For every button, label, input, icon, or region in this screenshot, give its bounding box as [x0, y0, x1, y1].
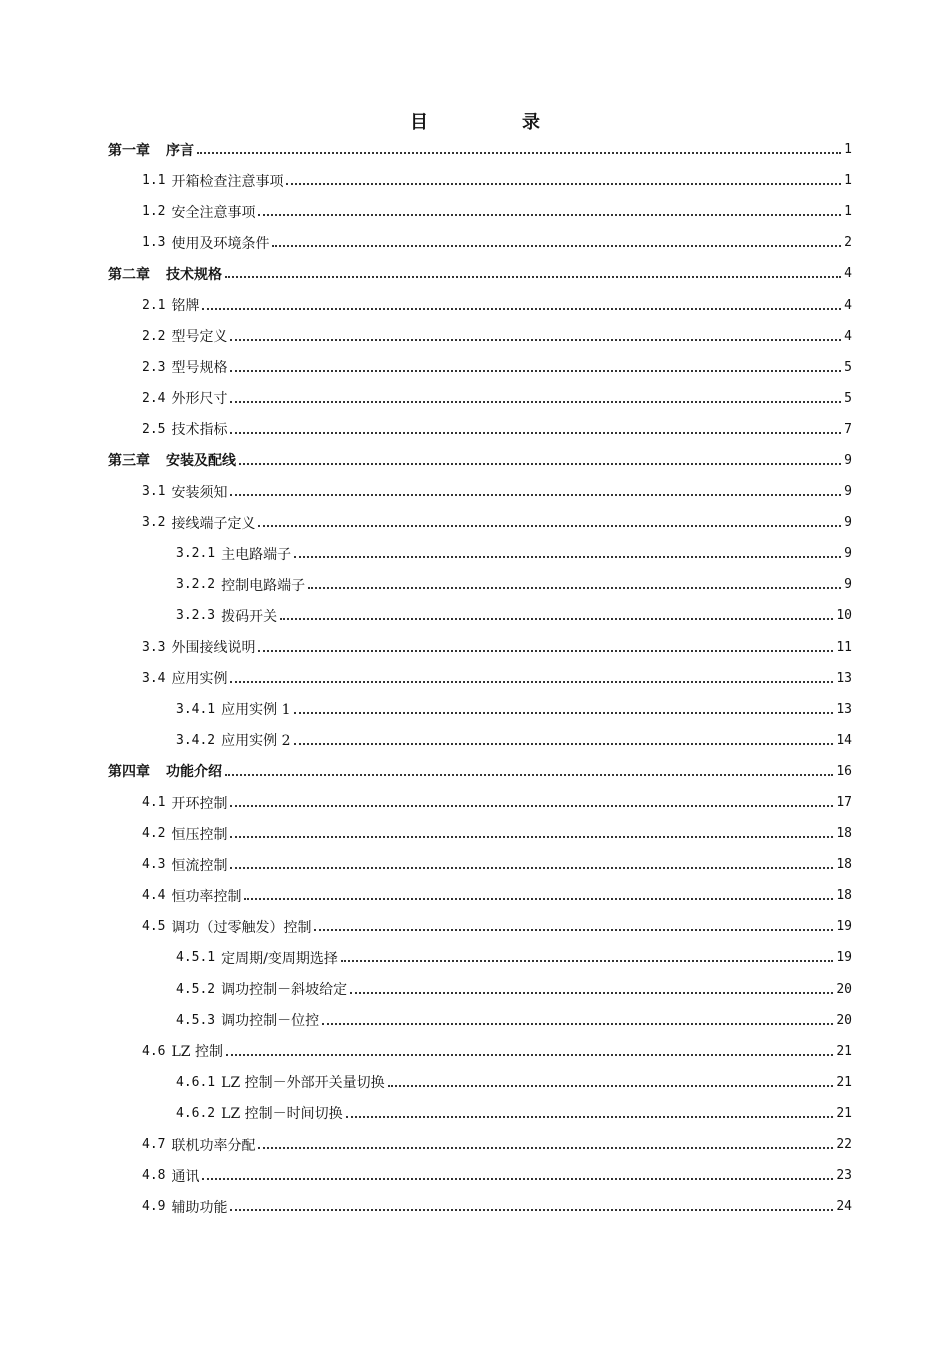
toc-entry-page-number: 20: [836, 1012, 852, 1028]
toc-entry-page-number: 9: [844, 577, 852, 593]
toc-entry-text: 调功控制－位控: [221, 1013, 320, 1030]
toc-entry-page-number: 4: [844, 297, 852, 313]
toc-entry-text: 调功（过零触发）控制: [171, 919, 312, 936]
toc-dot-leader: [230, 835, 833, 838]
toc-entry-label: [142, 1135, 255, 1155]
toc-entry-text: 功能介绍: [166, 764, 222, 781]
toc-entry-label: [176, 1072, 385, 1092]
toc-entry-text: 恒功率控制: [171, 888, 242, 905]
toc-entry-text: 恒流控制: [171, 857, 228, 874]
toc-entry-page-number: 13: [836, 670, 852, 686]
toc-dot-leader: [294, 711, 834, 714]
toc-entry-text: LZ 控制: [171, 1044, 223, 1061]
toc-section-entry[interactable]: [108, 476, 852, 507]
toc-subsection-entry[interactable]: [108, 1067, 852, 1098]
toc-subsection-entry[interactable]: [108, 1005, 852, 1036]
toc-entry-text: 型号定义: [171, 329, 228, 346]
toc-entry-number: 4.5.1: [176, 950, 216, 966]
toc-entry-label: [108, 140, 194, 160]
toc-entry-page-number: 4: [844, 266, 852, 282]
toc-section-entry[interactable]: [108, 663, 852, 694]
toc-dot-leader: [280, 617, 833, 620]
toc-entry-number: 4.2: [142, 826, 166, 842]
toc-entry-label: [142, 793, 227, 813]
toc-entry-label: [142, 1166, 199, 1186]
toc-entry-label: [176, 1010, 319, 1030]
toc-dot-leader: [388, 1084, 834, 1087]
toc-entry-number: 3.4.1: [176, 701, 216, 717]
toc-section-entry[interactable]: [108, 227, 852, 258]
toc-entry-page-number: 1: [844, 173, 852, 189]
toc-dot-leader: [225, 275, 841, 278]
toc-entry-number: 2.4: [142, 390, 166, 406]
toc-entry-label: [142, 202, 255, 222]
toc-entry-text: 调功控制－斜坡给定: [221, 982, 348, 999]
toc-subsection-entry[interactable]: [108, 538, 852, 569]
toc-entry-number: 2.1: [142, 297, 166, 313]
toc-section-entry[interactable]: [108, 507, 852, 538]
toc-dot-leader: [308, 586, 841, 589]
toc-dot-leader: [322, 1022, 833, 1025]
toc-dot-leader: [350, 991, 833, 994]
toc-entry-number: 4.8: [142, 1168, 166, 1184]
toc-entry-label: [142, 357, 227, 377]
toc-dot-leader: [314, 928, 833, 931]
toc-entry-number: 第三章: [108, 453, 150, 470]
toc-entry-text: 应用实例 2: [221, 733, 291, 750]
toc-dot-leader: [197, 151, 841, 154]
toc-dot-leader: [244, 897, 833, 900]
toc-entry-number: 2.3: [142, 359, 166, 375]
toc-entry-label: [142, 917, 311, 937]
toc-subsection-entry[interactable]: [108, 725, 852, 756]
toc-dot-leader: [230, 866, 833, 869]
toc-dot-leader: [258, 213, 841, 216]
toc-entry-page-number: 9: [844, 484, 852, 500]
toc-list: [108, 134, 852, 1222]
toc-entry-text: 技术规格: [166, 266, 222, 283]
toc-entry-text: 应用实例 1: [221, 702, 291, 719]
toc-subsection-entry[interactable]: [108, 942, 852, 973]
toc-section-entry[interactable]: [108, 632, 852, 663]
toc-entry-text: 开箱检查注意事项: [171, 173, 284, 190]
toc-entry-number: 第二章: [108, 266, 150, 283]
toc-section-entry[interactable]: [108, 818, 852, 849]
toc-entry-page-number: 4: [844, 328, 852, 344]
toc-section-entry[interactable]: [108, 414, 852, 445]
toc-section-entry[interactable]: [108, 1160, 852, 1191]
toc-entry-label: [176, 730, 291, 750]
toc-entry-text: 联机功率分配: [171, 1137, 256, 1154]
toc-section-entry[interactable]: [108, 911, 852, 942]
toc-entry-number: 4.5.2: [176, 981, 216, 997]
toc-entry-text: 安全注意事项: [171, 204, 256, 221]
toc-entry-text: 技术指标: [171, 422, 228, 439]
toc-entry-number: 4.6.2: [176, 1105, 216, 1121]
toc-entry-page-number: 14: [836, 732, 852, 748]
toc-entry-text: 接线端子定义: [171, 515, 256, 532]
toc-entry-number: 3.1: [142, 484, 166, 500]
toc-entry-label: [176, 948, 338, 968]
toc-section-entry[interactable]: [108, 1036, 852, 1067]
toc-entry-page-number: 20: [836, 981, 852, 997]
toc-section-entry[interactable]: [108, 1129, 852, 1160]
toc-chapter-entry[interactable]: [108, 134, 852, 165]
toc-entry-text: 外形尺寸: [171, 391, 228, 408]
toc-entry-label: [108, 450, 236, 470]
toc-section-entry[interactable]: [108, 849, 852, 880]
toc-entry-number: 2.5: [142, 421, 166, 437]
toc-entry-page-number: 1: [844, 142, 852, 158]
toc-entry-number: 3.2: [142, 515, 166, 531]
toc-entry-text: 辅助功能: [171, 1199, 228, 1216]
toc-entry-number: 3.2.1: [176, 546, 216, 562]
toc-dot-leader: [294, 555, 841, 558]
toc-dot-leader: [230, 338, 841, 341]
toc-section-entry[interactable]: [108, 289, 852, 320]
toc-entry-label: [142, 1041, 223, 1061]
toc-entry-label: [142, 295, 199, 315]
toc-subsection-entry[interactable]: [108, 974, 852, 1005]
toc-entry-number: 1.3: [142, 235, 166, 251]
toc-entry-text: 拨码开关: [221, 608, 278, 625]
toc-subsection-entry[interactable]: [108, 569, 852, 600]
toc-dot-leader: [258, 524, 841, 527]
toc-section-entry[interactable]: [108, 165, 852, 196]
toc-entry-number: 4.9: [142, 1199, 166, 1215]
toc-entry-text: 序言: [166, 142, 194, 159]
toc-chapter-entry[interactable]: [108, 445, 852, 476]
toc-entry-page-number: 13: [836, 701, 852, 717]
toc-entry-text: 恒压控制: [171, 826, 228, 843]
toc-entry-text: 定周期/变周期选择: [221, 950, 338, 967]
toc-entry-page-number: 23: [836, 1168, 852, 1184]
toc-entry-number: 4.6.1: [176, 1074, 216, 1090]
toc-entry-number: 4.7: [142, 1137, 166, 1153]
toc-chapter-entry[interactable]: [108, 756, 852, 787]
toc-entry-text: 应用实例: [171, 671, 228, 688]
toc-entry-label: [142, 855, 227, 875]
toc-entry-label: [142, 419, 227, 439]
toc-entry-number: 3.4.2: [176, 732, 216, 748]
toc-entry-label: [142, 1197, 227, 1217]
toc-dot-leader: [230, 1208, 833, 1211]
toc-entry-number: 4.1: [142, 795, 166, 811]
toc-dot-leader: [230, 369, 841, 372]
toc-entry-page-number: 19: [836, 919, 852, 935]
toc-entry-page-number: 5: [844, 390, 852, 406]
toc-title: 目 录: [410, 112, 578, 133]
toc-entry-page-number: 18: [836, 888, 852, 904]
toc-entry-label: [142, 171, 283, 191]
toc-entry-label: [142, 668, 227, 688]
toc-subsection-entry[interactable]: [108, 1098, 852, 1129]
toc-entry-label: [176, 544, 291, 564]
toc-entry-number: 4.5: [142, 919, 166, 935]
toc-entry-label: [142, 513, 255, 533]
toc-entry-page-number: 16: [836, 763, 852, 779]
toc-entry-text: LZ 控制－时间切换: [221, 1106, 343, 1123]
toc-dot-leader: [286, 182, 841, 185]
toc-dot-leader: [230, 804, 833, 807]
toc-entry-label: [142, 326, 227, 346]
toc-entry-page-number: 17: [836, 795, 852, 811]
toc-entry-page-number: 5: [844, 359, 852, 375]
toc-dot-leader: [230, 400, 841, 403]
toc-entry-page-number: 21: [836, 1105, 852, 1121]
toc-entry-page-number: 2: [844, 235, 852, 251]
toc-section-entry[interactable]: [108, 196, 852, 227]
toc-entry-label: [142, 482, 227, 502]
toc-entry-page-number: 11: [836, 639, 852, 655]
toc-entry-label: [142, 824, 227, 844]
toc-entry-text: LZ 控制－外部开关量切换: [221, 1075, 385, 1092]
toc-entry-page-number: 22: [836, 1137, 852, 1153]
toc-dot-leader: [202, 1177, 833, 1180]
toc-entry-page-number: 9: [844, 452, 852, 468]
toc-entry-text: 型号规格: [171, 360, 228, 377]
toc-entry-label: [142, 388, 227, 408]
toc-entry-page-number: 9: [844, 546, 852, 562]
toc-dot-leader: [272, 244, 841, 247]
toc-entry-text: 通讯: [171, 1168, 200, 1185]
toc-entry-label: [142, 637, 255, 657]
toc-entry-page-number: 18: [836, 826, 852, 842]
toc-entry-label: [142, 233, 269, 253]
toc-entry-text: 控制电路端子: [221, 577, 306, 594]
toc-entry-number: 3.4: [142, 670, 166, 686]
toc-entry-label: [176, 575, 305, 595]
toc-subsection-entry[interactable]: [108, 694, 852, 725]
toc-entry-text: 主电路端子: [221, 546, 292, 563]
toc-section-entry[interactable]: [108, 352, 852, 383]
toc-section-entry[interactable]: [108, 383, 852, 414]
toc-entry-text: 外围接线说明: [171, 640, 256, 657]
toc-section-entry[interactable]: [108, 1191, 852, 1222]
toc-entry-label: [142, 886, 241, 906]
toc-entry-page-number: 1: [844, 204, 852, 220]
toc-entry-number: 3.2.2: [176, 577, 216, 593]
toc-dot-leader: [258, 649, 833, 652]
toc-entry-page-number: 21: [836, 1043, 852, 1059]
toc-entry-number: 4.5.3: [176, 1012, 216, 1028]
toc-entry-page-number: 19: [836, 950, 852, 966]
toc-entry-number: 3.3: [142, 639, 166, 655]
toc-dot-leader: [202, 307, 841, 310]
toc-entry-page-number: 9: [844, 515, 852, 531]
toc-dot-leader: [341, 959, 833, 962]
toc-dot-leader: [239, 462, 841, 465]
toc-dot-leader: [230, 431, 841, 434]
toc-entry-number: 4.3: [142, 857, 166, 873]
toc-entry-text: 安装须知: [171, 484, 228, 501]
toc-entry-text: 使用及环境条件: [171, 235, 270, 252]
toc-entry-label: [176, 606, 277, 626]
toc-entry-number: 4.4: [142, 888, 166, 904]
toc-entry-page-number: 7: [844, 421, 852, 437]
toc-dot-leader: [230, 493, 841, 496]
toc-section-entry[interactable]: [108, 321, 852, 352]
toc-section-entry[interactable]: [108, 787, 852, 818]
toc-entry-text: 安装及配线: [166, 453, 236, 470]
toc-entry-page-number: 24: [836, 1199, 852, 1215]
toc-entry-label: [176, 979, 347, 999]
toc-entry-number: 1.2: [142, 204, 166, 220]
toc-dot-leader: [225, 773, 833, 776]
toc-entry-label: [108, 761, 222, 781]
toc-dot-leader: [294, 742, 834, 745]
toc-dot-leader: [346, 1115, 834, 1118]
toc-entry-number: 1.1: [142, 173, 166, 189]
toc-entry-label: [176, 1103, 343, 1123]
toc-entry-label: [176, 699, 291, 719]
toc-entry-text: 开环控制: [171, 795, 228, 812]
toc-chapter-entry[interactable]: [108, 258, 852, 289]
toc-dot-leader: [226, 1053, 833, 1056]
toc-dot-leader: [258, 1146, 833, 1149]
toc-entry-label: [108, 264, 222, 284]
toc-entry-page-number: 10: [836, 608, 852, 624]
toc-subsection-entry[interactable]: [108, 600, 852, 631]
toc-entry-number: 第四章: [108, 764, 150, 781]
toc-entry-number: 3.2.3: [176, 608, 216, 624]
toc-entry-number: 第一章: [108, 142, 150, 159]
toc-section-entry[interactable]: [108, 880, 852, 911]
toc-entry-page-number: 21: [836, 1074, 852, 1090]
toc-entry-number: 2.2: [142, 328, 166, 344]
toc-entry-text: 铭牌: [171, 298, 200, 315]
toc-entry-page-number: 18: [836, 857, 852, 873]
toc-dot-leader: [230, 680, 833, 683]
toc-entry-number: 4.6: [142, 1043, 166, 1059]
